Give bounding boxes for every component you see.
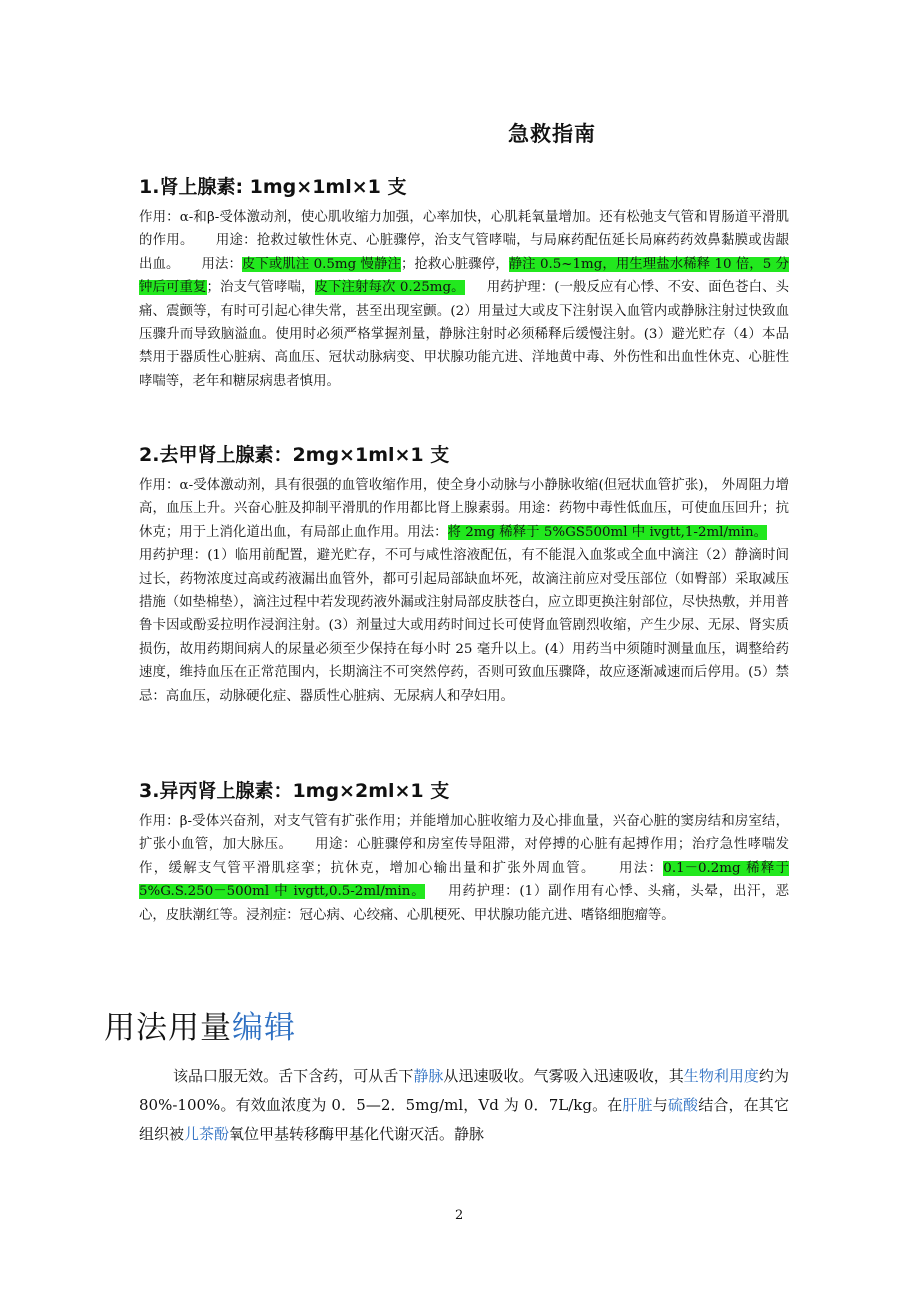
drug1-usage-highlight-3: 皮下注射每次 0.25mg。	[314, 280, 465, 296]
drug3-usage-prefix: 用法：	[617, 860, 664, 876]
drug3-usage-highlight: 0.1－0.2mg 稀释于 5%G.S.250－500ml 中 ivgtt,0.5-2ml/min。	[139, 860, 790, 900]
drug2-usage-prefix: 用法：	[407, 524, 448, 540]
drug3-action: 作用：β-受体兴奋剂，对支气管有扩张作用；并能增加心脏收缩力及心排血量，兴奋心脏的窦房结和房室结，扩张小血管，加大脉压。	[139, 814, 789, 853]
drug2-action: 作用：α-受体激动剂，具有很强的血管收缩作用，使全身小动脉与小静脉收缩(但冠状血管扩张)， 外周阻力增高，血压上升。兴奋心脏及抑制平滑肌的作用都比肾上腺素弱。	[139, 478, 789, 517]
drug1-use: 用途：抢救过敏性休克、心脏骤停，治支气管哮喘，与局麻药配伍延长局麻药药效鼻黏膜或齿龈出血。	[139, 233, 789, 272]
section-text-5: 结合，在其它组织被	[139, 1096, 789, 1143]
section-text-6: 氧位甲基转移酶甲基化代谢灭活。静脉	[229, 1125, 485, 1143]
drug1-usage-highlight-1: 皮下或肌注 0.5mg 慢静注	[241, 256, 401, 272]
drug2-use: 用途：药物中毒性低血压，可使血压回升；抗休克；用于上消化道出血，有局部止血作用。	[139, 501, 790, 540]
page-number: 2	[455, 1208, 464, 1223]
edit-link[interactable]: 编辑	[232, 1010, 296, 1046]
link-liver[interactable]: 肝脏	[622, 1096, 653, 1114]
section-body	[139, 1062, 789, 1149]
drug1-paragraph	[139, 206, 789, 393]
drug3-use: 用途：心脏骤停和房室传导阻滞，对停搏的心脏有起搏作用；治疗急性哮喘发作，缓解支气管平滑肌痉挛；抗休克，增加心输出量和扩张外周血管。	[139, 837, 790, 876]
link-sulfuric-acid[interactable]: 硫酸	[667, 1096, 699, 1114]
drug2-heading: 2.去甲肾上腺素：2mg×1ml×1 支	[139, 444, 450, 466]
section-text-1: 该品口服无效。舌下含药，可从舌下	[173, 1067, 414, 1085]
drug2-paragraph	[139, 474, 789, 708]
drug1-heading: 1.肾上腺素: 1mg×1ml×1 支	[139, 176, 407, 198]
drug2-usage-highlight: 将 2mg 稀释于 5%GS500ml 中 ivgtt,1-2ml/min。	[447, 524, 768, 540]
drug2-care: 用药护理：(1）临用前配置，避光贮存，不可与咸性溶液配伍，有不能混入血浆或全血中滴注（2）静滴时间过长，药物浓度过高或药液漏出血管外，都可引起局部缺血坏死，故滴注前应对受压部位（如臀部）采取减压措施（如垫棉垫），滴注过程中若发现药液外漏或注射局部皮肤苍白，应立即更换注射部位，尽快热敷，并用普鲁卡因或酚妥拉明作浸润注射。(3）剂量过大或用药时间过长可使肾血管剧烈收缩，产生少尿、无尿、肾实质损伤，故用药期间病人的尿量必须至少保持在每小时 25 毫升以上。(4）用药当中须随时测量血压，调整给药速度，维持血压在正常范围内，长期滴注不可突然停药，否则可致血压骤降，故应逐渐减速而后停用。(5）禁忌：高血压，动脉硬化症、器质性心脏病、无尿病人和孕妇用。	[139, 548, 789, 704]
section-text-4: 与	[652, 1096, 668, 1114]
section-text-3: 约为 80%-100%。有效血浓度为 0．5—2．5mg/ml，Vd 为 0．7L/kg。在	[139, 1067, 789, 1114]
drug3-paragraph	[139, 810, 789, 927]
drug1-care: 用药护理：(一般反应有心悸、不安、面色苍白、头痛、震颤等，有时可引起心律失常，甚至出现室颤。(2）用量过大或皮下注射误入血管内或静脉注射过快致血压骤升而导致脑溢血。使用时必须严格掌握剂量，静脉注射时必须稀释后缓慢注射。(3）避光贮存（4）本品禁用于器质性心脏病、高血压、冠状动脉病变、甲状腺功能亢进、洋地黄中毒、外伤性和出血性休克、心脏性哮喘等，老年和糖尿病患者慎用。	[139, 280, 790, 389]
link-bioavailability[interactable]: 生物利用度	[683, 1067, 759, 1085]
drug3-heading: 3.异丙肾上腺素：1mg×2ml×1 支	[139, 780, 450, 802]
drug3-care: 用药护理：(1）副作用有心悸、头痛，头晕，出汗，恶心，皮肤潮红等。浸剂症：冠心病、心绞痛、心肌梗死、甲状腺功能亢进、嗜铬细胞瘤等。	[139, 884, 790, 923]
drug1-action: 作用：α-和β-受体激动剂，使心肌收缩力加强，心率加快，心肌耗氧量增加。还有松弛支气管和胃肠道平滑肌的作用。	[139, 210, 789, 249]
drug1-usage-mid-2: ；治支气管哮喘，	[206, 280, 315, 296]
link-catechol[interactable]: 儿茶酚	[184, 1125, 230, 1143]
drug1-usage-mid-1: ；抢救心脏骤停，	[400, 256, 509, 272]
section-heading-text: 用法用量	[104, 1010, 232, 1046]
drug1-usage-highlight-2: 静注 0.5~1mg，用生理盐水稀释 10 倍，5 分钟后可重复	[139, 256, 790, 296]
page-title: 急救指南	[508, 122, 596, 146]
section-text-2: 从迅速吸收。气雾吸入迅速吸收，其	[443, 1067, 684, 1085]
link-vein[interactable]: 静脉	[413, 1067, 444, 1085]
drug1-usage-prefix: 用法：	[201, 256, 242, 272]
section-heading	[104, 1002, 296, 1047]
